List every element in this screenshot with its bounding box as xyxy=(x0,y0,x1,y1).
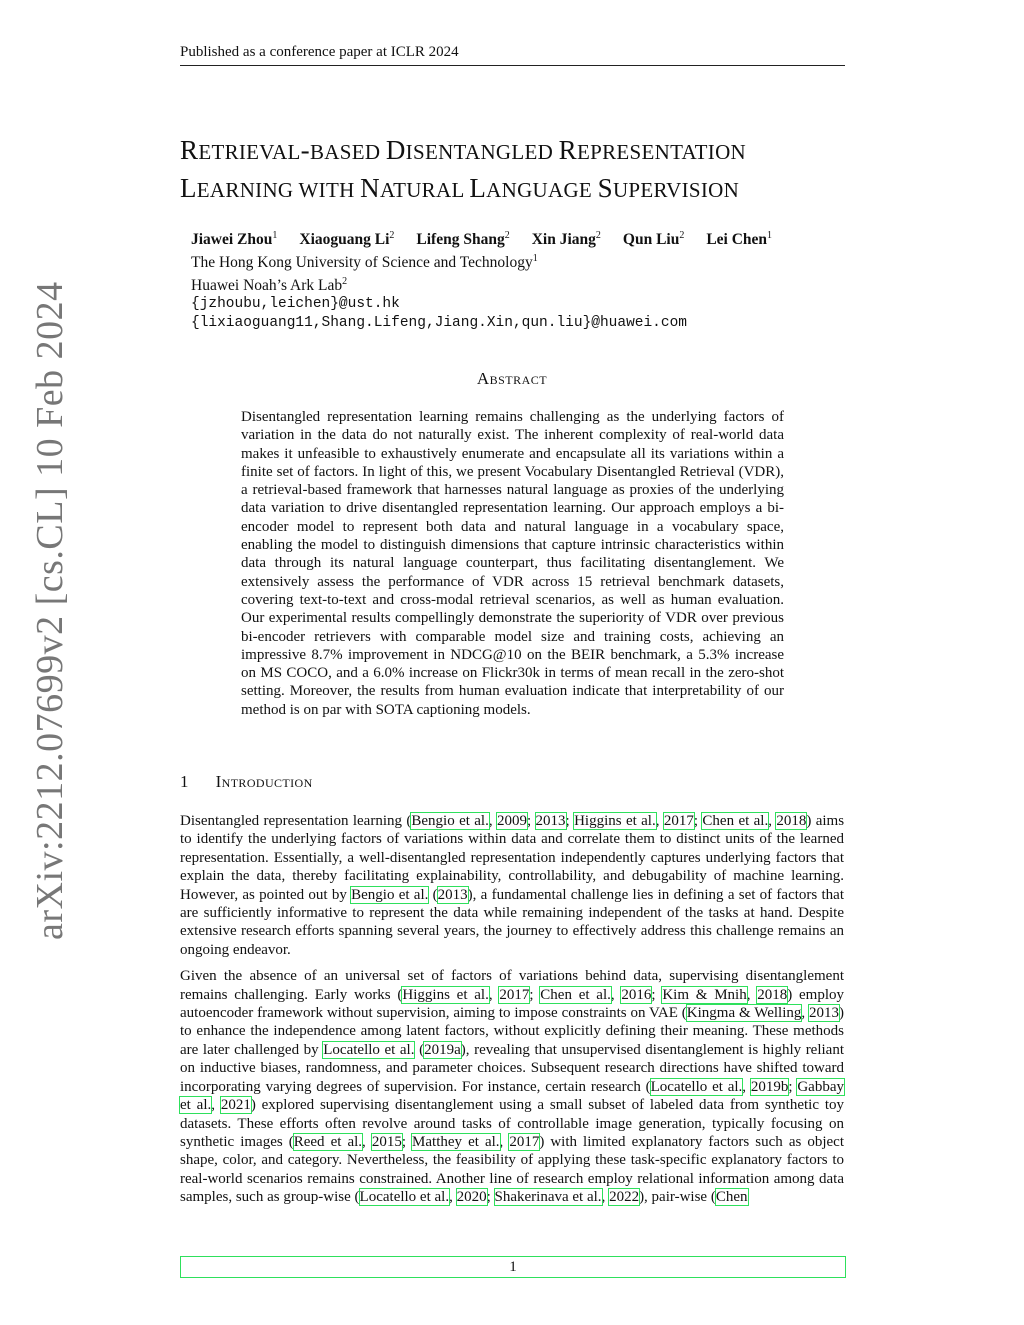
author-name xyxy=(623,231,684,248)
citation-link[interactable]: Chen et al. xyxy=(702,813,769,829)
paragraph-text: , xyxy=(742,1078,751,1095)
arxiv-stamp[interactable]: arXiv:2212.07699v2 [cs.CL] 10 Feb 2024 xyxy=(29,281,71,940)
author-name xyxy=(416,231,509,248)
title-word: ATURAL xyxy=(379,178,470,202)
paragraph-text: ) with limited explanatory factors such as object shape, color, and category. Nevertheless, the feasibility of applying these task-specific explanatory factors to real-world scenarios remains constrained. Another line of research employ relational information among data samples, such as group-wise ( xyxy=(180,1133,845,1206)
title-word: ISENTANGLED xyxy=(405,140,559,164)
citation-link[interactable]: 2016 xyxy=(621,986,652,1003)
affiliation xyxy=(191,272,794,295)
paragraph-text: ; xyxy=(565,813,575,829)
page-number[interactable]: 1 xyxy=(180,1256,846,1278)
paragraph xyxy=(180,812,844,959)
paragraph-text: ), revealing that unsupervised disentanglement is highly reliant on inductive biases, randomness, and parameter choices. Subsequent research directions have shifted toward incorporating varying degrees of supervision. For instance, certain research ( xyxy=(180,1041,845,1095)
citation-link[interactable]: 2022 xyxy=(609,1189,640,1206)
paragraph-text: ) to enhance the independence among latent factors, without explicitly defining their meaning. These methods are later challenged by xyxy=(180,1005,844,1058)
title-cap: R xyxy=(180,135,199,165)
title-cap: - xyxy=(300,135,310,165)
citation-link[interactable]: 2020 xyxy=(456,1189,487,1206)
paragraph-text: , xyxy=(655,813,664,829)
affiliation-mark: 1 xyxy=(532,253,538,265)
author-list xyxy=(191,226,794,249)
author-affiliation-mark: 1 xyxy=(767,230,773,241)
running-header: Published as a conference paper at ICLR 2024 xyxy=(180,44,845,66)
citation-link[interactable]: Higgins et al. xyxy=(402,986,489,1003)
paragraph-text: , xyxy=(488,813,497,829)
citation-link[interactable]: Kim & Mnih xyxy=(662,986,747,1003)
paragraph-text: ( xyxy=(414,1041,425,1058)
paragraph-text: , xyxy=(746,986,758,1003)
title-word: EARNING WITH xyxy=(196,178,361,202)
citation-link[interactable]: Bengio et al. xyxy=(411,813,489,829)
citation-link[interactable]: 2017 xyxy=(499,986,530,1003)
citation-link[interactable]: 2013 xyxy=(535,813,566,829)
paragraph-text: , xyxy=(488,986,500,1003)
section-title: Introduction xyxy=(215,772,313,791)
citation-link[interactable]: 2017 xyxy=(509,1133,540,1150)
paragraph-text: ; xyxy=(401,1133,413,1150)
section-number: 1 xyxy=(180,772,189,791)
section-heading xyxy=(180,772,313,792)
title-word: UPERVISION xyxy=(612,178,740,202)
paragraph-text: Given the absence of an universal set of factors of variations behind data, supervising disentanglement remains challenging. Early works ( xyxy=(180,968,844,1003)
paragraph-text: , xyxy=(362,1133,372,1150)
title-cap: N xyxy=(360,173,380,203)
paragraph-text: , xyxy=(449,1189,457,1206)
citation-link[interactable]: Kingma & Welling xyxy=(686,1005,802,1022)
citation-link[interactable]: 2019b xyxy=(750,1078,789,1095)
paragraph xyxy=(180,967,844,1206)
paragraph-text: Disentangled representation learning ( xyxy=(180,813,412,829)
affiliation-mark: 2 xyxy=(342,276,348,288)
paragraph-text: ) employ autoencoder framework without supervision, aiming to impose constraints on VAE ( xyxy=(180,986,844,1022)
author-name xyxy=(191,231,277,248)
affiliation-text: Huawei Noah’s Ark Lab xyxy=(191,277,343,295)
paragraph-text: ; xyxy=(651,986,663,1003)
citation-link[interactable]: Locatello et al. xyxy=(359,1189,450,1206)
citation-link[interactable]: Shakerinava et al. xyxy=(494,1189,602,1206)
citation-link[interactable]: 2017 xyxy=(663,813,694,829)
citation-link[interactable]: 2019a xyxy=(424,1041,461,1058)
citation-link[interactable]: 2021 xyxy=(220,1097,251,1114)
title-cap: S xyxy=(597,173,613,203)
paragraph-text: , xyxy=(601,1189,610,1206)
author-block xyxy=(191,226,794,333)
paragraph-text: ; xyxy=(486,1189,495,1206)
author-name-text: Lei Chen xyxy=(706,231,768,249)
paragraph-text: ) aims to identify the underlying factors of variations within data and correlate them to distinct units of the learned representation. Essentially, a well-disentangled representation independently captures underlying factors that explain the data, thereby facilitating explainability, controllability, and debugability of machine learning. However, as pointed out by xyxy=(180,813,845,903)
author-name-text: Lifeng Shang xyxy=(416,231,505,249)
paragraph-text: , xyxy=(610,986,622,1003)
paragraph-text: , xyxy=(768,813,777,829)
author-name xyxy=(299,231,394,248)
title-line-2 xyxy=(180,170,850,208)
citation-link[interactable]: Reed et al. xyxy=(293,1133,363,1150)
author-name xyxy=(532,231,601,248)
citation-link[interactable]: Chen et al. xyxy=(540,986,611,1003)
title-word: BASED xyxy=(309,140,386,164)
abstract-text: Disentangled representation learning remains challenging as the underlying factors of variation in the data do not naturally exist. The inherent complexity of real-world data makes it unfeasible to exhaustively enumerate and encapsulate all its variations within a finite set of factors. In light of this, we present Vocabulary Disentangled Retrieval (VDR), a retrieval-based framework that harnesses natural language as proxies of the underlying data variation to drive disentangled representation learning. Our approach employs a bi-encoder model to represent both data and natural language in a vocabulary space, enabling the model to distinguish dimensions that capture intrinsic characteristics within data through its natural language counterpart, thus facilitating disentanglement. We extensively assess the performance of VDR across 15 retrieval benchmark datasets, covering text-to-text and cross-modal retrieval scenarios, as well as human evaluation. Our experimental results compellingly demonstrate the superiority of VDR over previous bi-encoder retrievers with comparable model size and training costs, achieving an impressive 8.7% improvement in NDCG@10 on the BEIR benchmark, a 5.3% increase on MS COCO, and a 6.0% increase on Flickr30k in terms of mean recall in the zero-shot setting. Moreover, the results from human evaluation indicate that interpretability of our method is on par with SOTA captioning models. xyxy=(241,409,784,718)
author-name-text: Xiaoguang Li xyxy=(299,231,390,249)
title-cap: L xyxy=(469,173,487,203)
author-affiliation-mark: 2 xyxy=(679,230,685,241)
paragraph-text: ; xyxy=(788,1078,798,1095)
citation-link[interactable]: Matthey et al. xyxy=(412,1133,500,1150)
author-affiliation-mark: 2 xyxy=(389,230,395,241)
paragraph-text: , xyxy=(211,1097,221,1114)
author-name-text: Jiawei Zhou xyxy=(191,231,273,249)
paragraph-text: , xyxy=(499,1133,510,1150)
citation-link[interactable]: 2018 xyxy=(776,813,807,829)
affiliation xyxy=(191,249,794,272)
citation-link[interactable]: 2018 xyxy=(757,986,788,1003)
citation-link[interactable]: 2009 xyxy=(496,813,527,829)
author-affiliation-mark: 1 xyxy=(272,230,278,241)
author-name-text: Xin Jiang xyxy=(531,231,596,249)
author-affiliation-mark: 2 xyxy=(595,230,601,241)
email-line-1[interactable]: {jzhoubu,leichen}@ust.hk xyxy=(191,296,400,313)
title-word: ETRIEVAL xyxy=(198,140,301,164)
affiliation-text: The Hong Kong University of Science and Technology xyxy=(191,254,533,272)
citation-link[interactable]: 2013 xyxy=(437,886,468,903)
email-line-2[interactable]: {lixiaoguang11,Shang.Lifeng,Jiang.Xin,qun.liu}@huawei.com xyxy=(191,315,687,332)
citation-link[interactable]: 2015 xyxy=(371,1133,402,1150)
paragraph-text: ), a fundamental challenge lies in defining a set of factors that are sufficiently informative to represent the data while remaining independent of the tasks at hand. Despite extensive research efforts spanning several years, the journey to effectively address this challenge remains an ongoing endeavor. xyxy=(180,886,844,958)
paragraph-text: ; xyxy=(693,813,703,829)
citation-link[interactable]: Bengio et al. xyxy=(351,886,429,903)
paper-title xyxy=(180,132,850,208)
title-word: ANGUAGE xyxy=(486,178,598,202)
citation-link[interactable]: Chen xyxy=(715,1189,748,1206)
citation-link[interactable]: Locatello et al. xyxy=(323,1041,415,1058)
paragraph-text: ( xyxy=(428,886,438,903)
title-cap: L xyxy=(180,173,197,203)
citation-link[interactable]: 2013 xyxy=(809,1005,839,1022)
paragraph-text: ), pair-wise ( xyxy=(639,1189,716,1206)
paragraph-text: ; xyxy=(529,986,541,1003)
paragraph-text: , xyxy=(801,1005,809,1022)
author-name-text: Qun Liu xyxy=(622,231,680,249)
affiliation-list xyxy=(191,249,794,295)
body-text xyxy=(180,812,844,1215)
paragraph-text: ) explored supervising disentanglement using a small subset of labeled data from synthetic toy datasets. These efforts often revolve around tasks of controllable image generation, typically focusing on synthetic images ( xyxy=(180,1097,845,1150)
title-line-1 xyxy=(180,132,850,170)
paragraph-text: ; xyxy=(526,813,536,829)
title-cap: R xyxy=(558,135,577,165)
citation-link[interactable]: Locatello et al. xyxy=(650,1078,743,1095)
author-name xyxy=(706,231,772,248)
title-word: EPRESENTATION xyxy=(576,140,747,164)
author-affiliation-mark: 2 xyxy=(504,230,510,241)
citation-link[interactable]: Gabbay et al. xyxy=(180,1078,844,1114)
title-cap: D xyxy=(385,135,406,165)
abstract-heading: Abstract xyxy=(476,369,548,388)
citation-link[interactable]: Higgins et al. xyxy=(574,813,656,829)
